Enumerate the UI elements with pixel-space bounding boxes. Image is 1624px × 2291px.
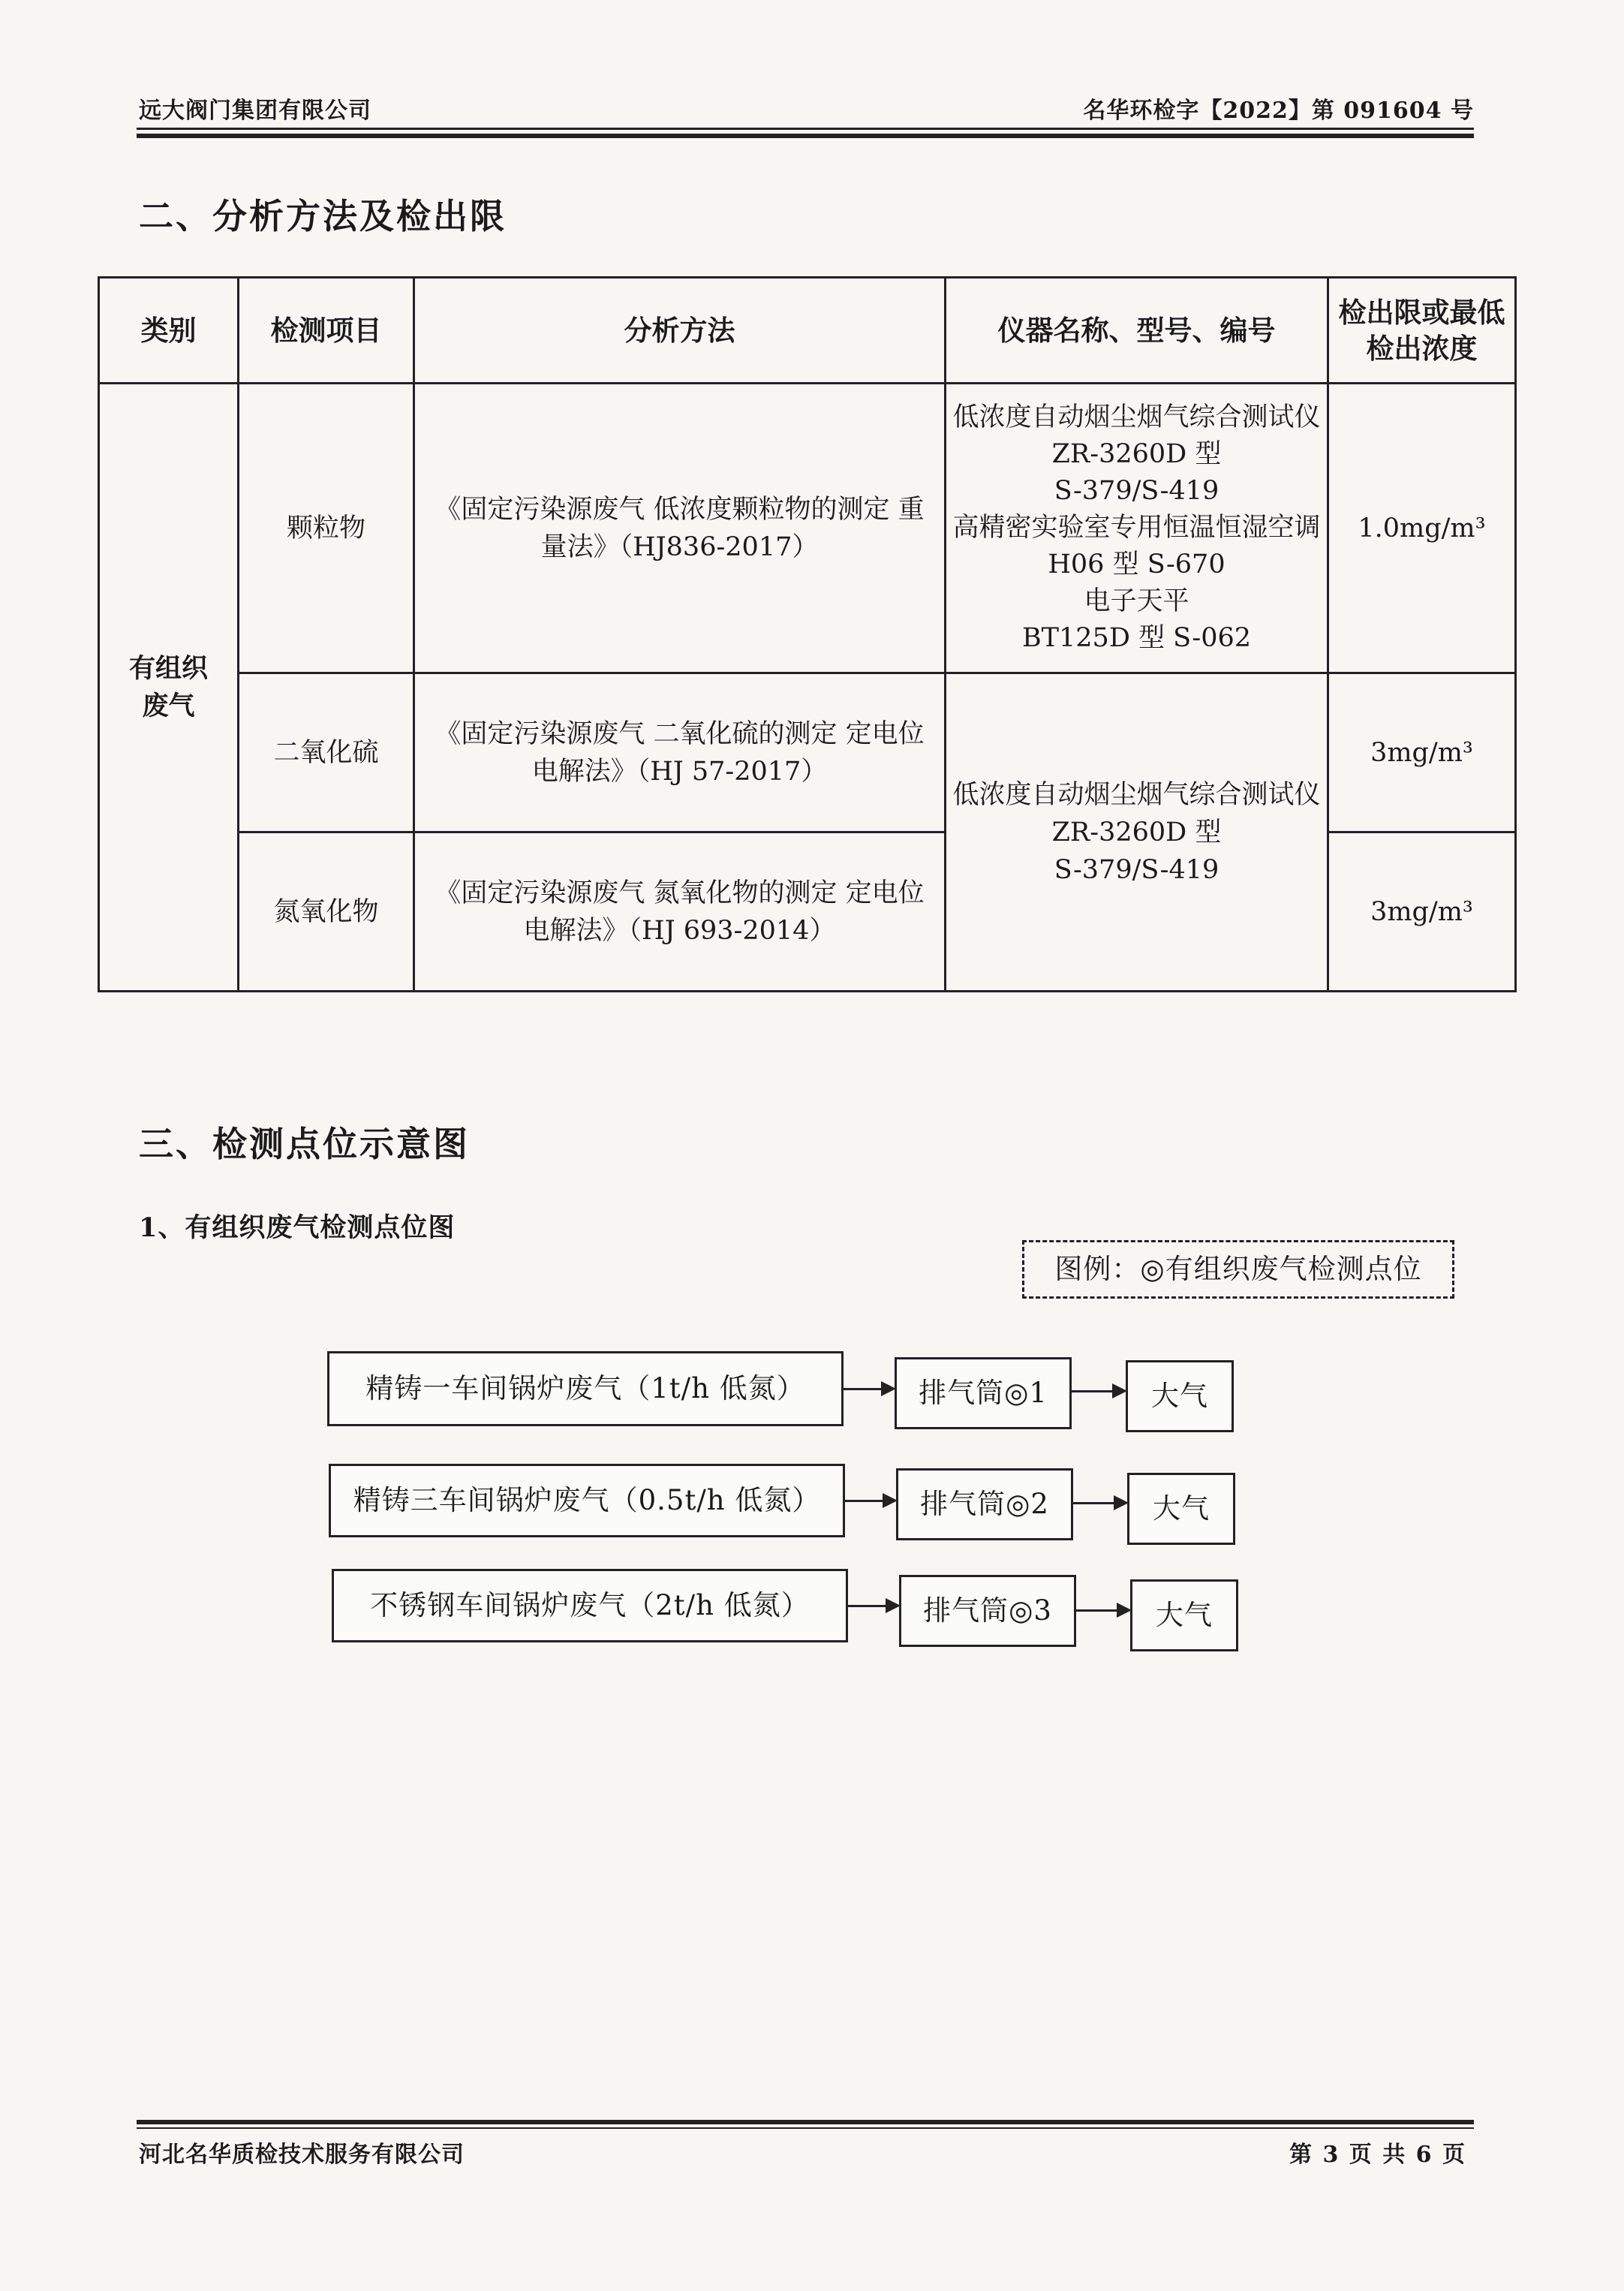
- limit-cell: 3mg/m³: [1328, 673, 1516, 832]
- destination-box: 大气: [1130, 1579, 1238, 1651]
- limit-cell: 1.0mg/m³: [1328, 384, 1516, 673]
- flow-arrow: [1073, 1502, 1126, 1504]
- header-rule-thick: [137, 134, 1474, 138]
- instrument-cell-shared: [946, 673, 1328, 992]
- legend-box: 图例：◎有组织废气检测点位: [1022, 1240, 1454, 1299]
- flow-arrow: [848, 1605, 898, 1607]
- flow-arrow: [845, 1500, 895, 1502]
- methods-table: [98, 276, 1517, 992]
- table-header-row: [99, 278, 1516, 384]
- footer-rule: [137, 2127, 1474, 2129]
- flow-arrow: [1076, 1609, 1129, 1612]
- method-cell: 《固定污染源废气 低浓度颗粒物的测定 重量法》（HJ836-2017）: [414, 384, 946, 673]
- section3-subtitle: 1、有组织废气检测点位图: [139, 1212, 456, 1243]
- header-company: 远大阀门集团有限公司: [139, 98, 371, 124]
- table-row: [99, 673, 1516, 832]
- instrument-line: S-379/S-419: [1054, 854, 1220, 885]
- footer-rule-thick: [137, 2120, 1474, 2124]
- col-header-instrument: 仪器名称、型号、编号: [946, 278, 1328, 384]
- method-cell: 《固定污染源废气 氮氧化物的测定 定电位电解法》（HJ 693-2014）: [414, 832, 946, 992]
- instrument-line: 电子天平: [1084, 586, 1189, 616]
- flow-arrow: [844, 1388, 893, 1390]
- source-box: 不锈钢车间锅炉废气（2t/h 低氮）: [332, 1569, 848, 1642]
- item-cell: 颗粒物: [239, 384, 414, 673]
- stack-box: 排气筒◎2: [896, 1468, 1073, 1540]
- limit-cell: 3mg/m³: [1328, 832, 1516, 992]
- destination-box: 大气: [1127, 1473, 1235, 1545]
- item-cell: 氮氧化物: [239, 832, 414, 992]
- flow-arrow: [1072, 1390, 1124, 1392]
- instrument-line: 高精密实验室专用恒温恒湿空调 H06 型 S-670: [952, 513, 1321, 580]
- col-header-item: 检测项目: [239, 278, 414, 384]
- method-cell: 《固定污染源废气 二氧化硫的测定 定电位电解法》（HJ 57-2017）: [414, 673, 946, 832]
- instrument-line: BT125D 型 S-062: [1021, 623, 1252, 653]
- header-report-number: 名华环检字【2022】第 091604 号: [1083, 98, 1474, 124]
- instrument-line: 低浓度自动烟尘烟气综合测试仪 ZR-3260D 型: [952, 402, 1321, 469]
- instrument-cell: [946, 384, 1328, 673]
- source-box: 精铸一车间锅炉废气（1t/h 低氮）: [327, 1351, 844, 1426]
- destination-box: 大气: [1126, 1360, 1234, 1432]
- col-header-method: 分析方法: [414, 278, 946, 384]
- table-row: [99, 384, 1516, 673]
- col-header-category: 类别: [99, 278, 239, 384]
- section3-title: 三、检测点位示意图: [139, 1124, 470, 1164]
- footer-page-number: 第 3 页 共 6 页: [1289, 2142, 1466, 2168]
- instrument-line: S-379/S-419: [1054, 476, 1220, 506]
- item-cell: 二氧化硫: [239, 673, 414, 832]
- header-rule: [137, 128, 1474, 130]
- section2-title: 二、分析方法及检出限: [139, 196, 507, 236]
- stack-box: 排气筒◎1: [895, 1357, 1072, 1429]
- category-cell: 有组织废气: [99, 384, 239, 992]
- stack-box: 排气筒◎3: [899, 1575, 1076, 1647]
- instrument-line: 低浓度自动烟尘烟气综合测试仪 ZR-3260D 型: [952, 779, 1321, 847]
- source-box: 精铸三车间锅炉废气（0.5t/h 低氮）: [329, 1464, 845, 1537]
- footer-organization: 河北名华质检技术服务有限公司: [139, 2142, 465, 2168]
- col-header-limit: 检出限或最低检出浓度: [1328, 278, 1516, 384]
